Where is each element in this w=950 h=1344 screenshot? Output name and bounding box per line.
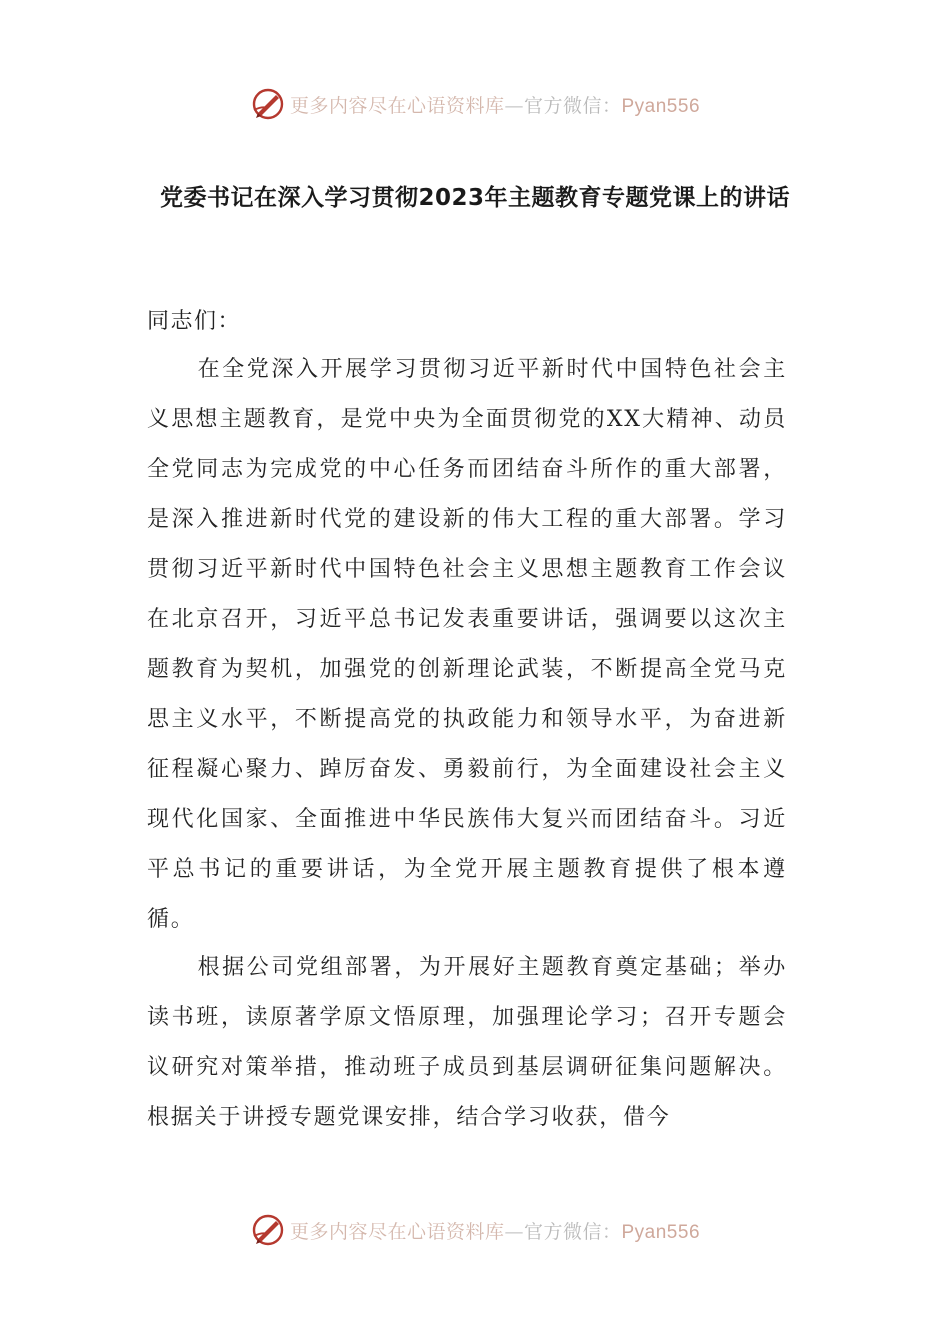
document-title: 党委书记在深入学习贯彻2023年主题教育专题党课上的讲话 bbox=[159, 185, 790, 211]
watermark-text bbox=[290, 1217, 700, 1244]
pen-logo-icon bbox=[250, 1212, 286, 1248]
watermark-wechat-id: Pyan556 bbox=[621, 95, 701, 117]
watermark-main-text: 更多内容尽在心语资料库 bbox=[289, 1220, 505, 1243]
body-paragraph-2: 根据公司党组部署，为开展好主题教育奠定基础；举办读书班，读原著学原文悟原理，加强理论学习；召开专题会议研究对策举措，推动班子成员到基层调研征集问题解决。根据关于讲授专题党课安排，结合学习收获，借今 bbox=[147, 955, 787, 1130]
body-paragraph-1: 在全党深入开展学习贯彻习近平新时代中国特色社会主义思想主题教育，是党中央为全面贯彻党的XX大精神、动员全党同志为完成党的中心任务而团结奋斗所作的重大部署，是深入推进新时代党的建设新的伟大工程的重大部署。学习贯彻习近平新时代中国特色社会主义思想主题教育工作会议在北京召开，习近平总书记发表重要讲话，强调要以这次主题教育为契机，加强党的创新理论武装，不断提高全党马克思主义水平，不断提高党的执政能力和领导水平，为奋进新征程凝心聚力、踔厉奋发、勇毅前行，为全面建设社会主义现代化国家、全面推进中华民族伟大复兴而团结奋斗。习近平总书记的重要讲话，为全党开展主题教育提供了根本遵循。 bbox=[147, 357, 787, 932]
watermark-sub-text: 官方微信： bbox=[523, 94, 622, 117]
watermark-separator: — bbox=[504, 1220, 524, 1243]
watermark-main-text: 更多内容尽在心语资料库 bbox=[289, 94, 505, 117]
watermark-sub-text: 官方微信： bbox=[523, 1220, 622, 1243]
footer-watermark bbox=[0, 1210, 950, 1250]
watermark-separator: — bbox=[504, 94, 524, 117]
salutation: 同志们： bbox=[147, 309, 242, 334]
watermark-wechat-id: Pyan556 bbox=[621, 1221, 701, 1243]
watermark-text bbox=[290, 91, 700, 118]
pen-logo-icon bbox=[250, 86, 286, 122]
header-watermark bbox=[0, 84, 950, 124]
